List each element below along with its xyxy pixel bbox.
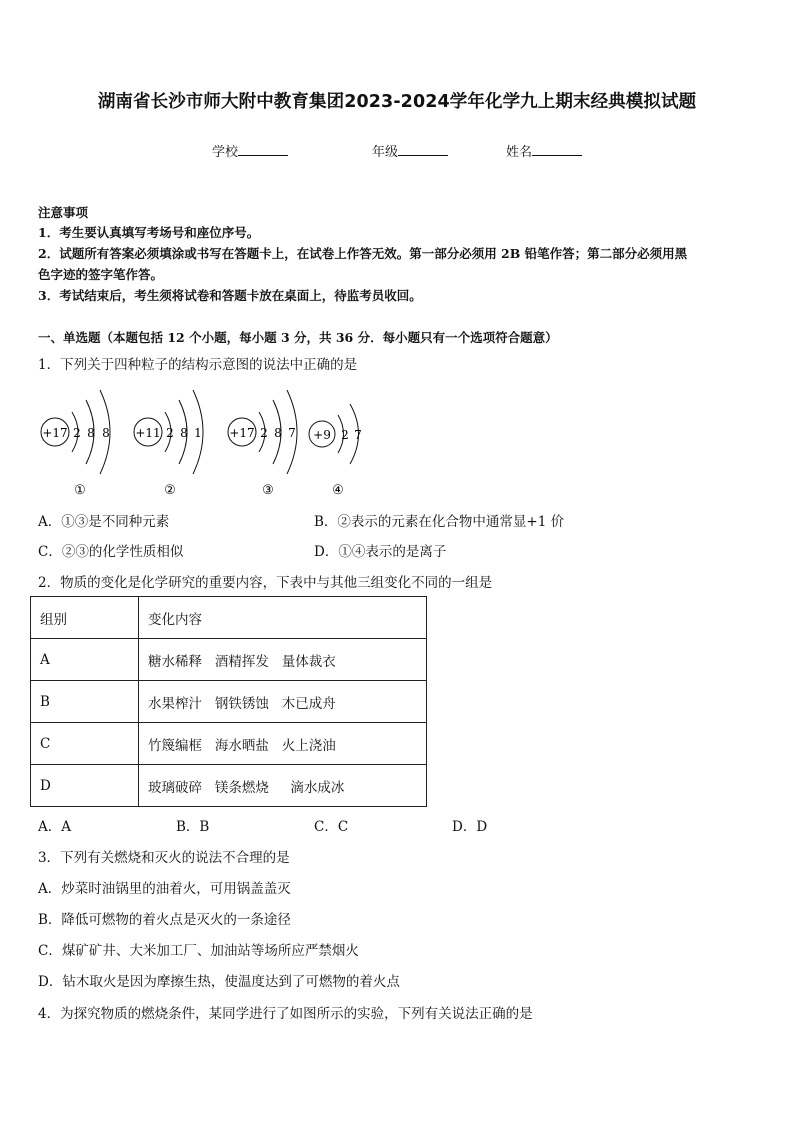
name-label: 姓名	[506, 145, 533, 160]
shell-electrons: 8	[102, 426, 110, 440]
q1-option-b[interactable]: B．②表示的元素在化合物中通常显+1 价	[314, 514, 565, 530]
shell-electrons: 8	[180, 426, 188, 440]
shell-electrons: 8	[87, 426, 95, 440]
q3-option-b[interactable]: B．降低可燃物的着火点是灭火的一条途径	[38, 912, 291, 928]
school-blank[interactable]	[238, 142, 288, 156]
q1-option-a[interactable]: A．①③是不同种元素	[38, 514, 170, 530]
question-4-stem: 4．为探究物质的燃烧条件，某同学进行了如图所示的实验，下列有关说法正确的是	[38, 1006, 533, 1022]
table-header-row	[31, 597, 427, 639]
shell-electrons: 8	[274, 426, 282, 440]
table-cell-content: 玻璃破碎 镁条燃烧 滴水成冰	[139, 765, 427, 807]
table-row	[31, 723, 427, 765]
particle-label: ②	[164, 483, 176, 498]
q1-option-d[interactable]: D．①④表示的是离子	[314, 544, 447, 560]
grade-blank[interactable]	[398, 142, 448, 156]
shell-electrons: 2	[341, 428, 349, 442]
particle-label: ①	[74, 483, 86, 498]
notice-item: 1．考生要认真填写考场号和座位序号。	[38, 225, 260, 240]
table-cell-group: A	[31, 639, 139, 681]
q2-option-c[interactable]: C．C	[314, 819, 349, 835]
shell-electrons: 2	[260, 426, 268, 440]
notice-item: 色字迹的签字笔作答。	[38, 267, 164, 282]
shell-electrons: 1	[194, 426, 202, 440]
nucleus-charge: +17	[42, 426, 68, 440]
question-2-stem: 2．物质的变化是化学研究的重要内容，下表中与其他三组变化不同的一组是	[38, 575, 493, 591]
particle-2	[134, 390, 203, 498]
table-row	[31, 681, 427, 723]
q2-option-b[interactable]: B．B	[176, 819, 210, 835]
table-cell-group: C	[31, 723, 139, 765]
table-header-content: 变化内容	[139, 597, 427, 639]
table-cell-content: 竹篾编框 海水晒盐 火上浇油	[139, 723, 427, 765]
table-cell-content: 水果榨汁 钢铁锈蚀 木已成舟	[139, 681, 427, 723]
school-field	[212, 141, 288, 160]
notice-item: 2．试题所有答案必须填涂或书写在答题卡上，在试卷上作答无效。第一部分必须用 2B 铅笔作答；第二部分必须用黑	[38, 246, 688, 261]
particle-label: ④	[332, 483, 344, 498]
school-label: 学校	[212, 145, 239, 160]
notice-heading: 注意事项	[38, 205, 89, 220]
q2-option-a[interactable]: A．A	[38, 819, 71, 835]
grade-label: 年级	[372, 145, 399, 160]
q1-option-c[interactable]: C．②③的化学性质相似	[38, 544, 184, 560]
change-table	[30, 596, 427, 807]
name-blank[interactable]	[532, 142, 582, 156]
question-1-stem: 1．下列关于四种粒子的结构示意图的说法中正确的是	[38, 357, 358, 373]
q3-option-d[interactable]: D．钻木取火是因为摩擦生热，使温度达到了可燃物的着火点	[38, 974, 400, 990]
nucleus-charge: +17	[229, 426, 255, 440]
table-row	[31, 639, 427, 681]
shell-electrons: 2	[73, 426, 81, 440]
table-cell-group: B	[31, 681, 139, 723]
shell-electrons: 7	[288, 426, 296, 440]
q2-option-d[interactable]: D．D	[452, 819, 488, 835]
question-3-stem: 3．下列有关燃烧和灭火的说法不合理的是	[38, 850, 290, 866]
exam-title: 湖南省长沙市师大附中教育集团2023-2024学年化学九上期末经典模拟试题	[97, 92, 697, 112]
section-heading: 一、单选题（本题包括 12 个小题，每小题 3 分，共 36 分．每小题只有一个选项符合题意）	[38, 330, 558, 345]
particle-4	[309, 404, 362, 498]
q3-option-a[interactable]: A．炒菜时油锅里的油着火，可用锅盖盖灭	[38, 881, 291, 897]
q3-option-c[interactable]: C．煤矿矿井、大米加工厂、加油站等场所应严禁烟火	[38, 943, 359, 959]
table-header-group: 组别	[31, 597, 139, 639]
particle-label: ③	[262, 483, 274, 498]
grade-field	[372, 141, 448, 160]
particle-1	[41, 390, 110, 498]
nucleus-charge: +9	[313, 428, 331, 442]
table-row	[31, 765, 427, 807]
notice-item: 3．考试结束后，考生须将试卷和答题卡放在桌面上，待监考员收回。	[38, 288, 422, 303]
nucleus-charge: +11	[135, 426, 161, 440]
table-cell-group: D	[31, 765, 139, 807]
shell-electrons: 2	[166, 426, 174, 440]
particle-3	[228, 390, 297, 498]
atom-structure-diagrams	[36, 382, 376, 502]
name-field	[506, 141, 582, 160]
shell-electrons: 7	[354, 428, 362, 442]
table-cell-content: 糖水稀释 酒精挥发 量体裁衣	[139, 639, 427, 681]
